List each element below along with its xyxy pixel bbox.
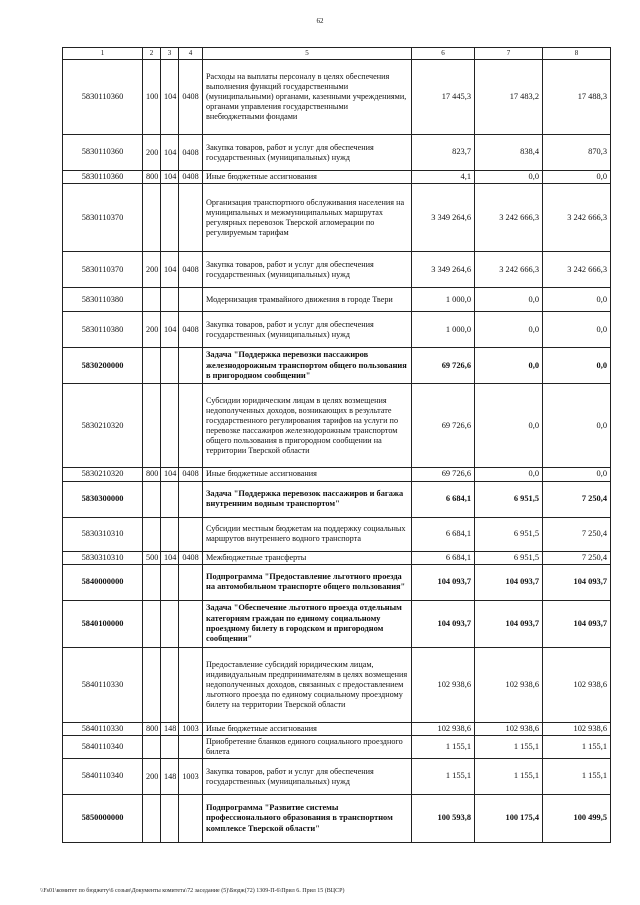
row-code-cell: 5840100000 bbox=[63, 600, 143, 647]
row-description-cell: Иные бюджетные ассигнования bbox=[203, 468, 412, 481]
row-description-cell: Иные бюджетные ассигнования bbox=[203, 722, 412, 735]
row-value-2021-cell: 102 938,6 bbox=[543, 647, 611, 722]
row-section-cell bbox=[143, 288, 161, 312]
row-value-2020-cell: 102 938,6 bbox=[475, 722, 543, 735]
row-ministry-cell: 104 bbox=[161, 312, 179, 348]
row-section-cell: 200 bbox=[143, 252, 161, 288]
column-header: 4 bbox=[179, 48, 203, 60]
column-header: 1 bbox=[63, 48, 143, 60]
row-subsection-cell bbox=[179, 600, 203, 647]
row-description-cell: Закупка товаров, работ и услуг для обеспечения государственных (муниципальных) нужд bbox=[203, 135, 412, 171]
row-value-2019-cell: 104 093,7 bbox=[412, 564, 475, 600]
row-ministry-cell bbox=[161, 564, 179, 600]
table-row bbox=[63, 564, 611, 600]
row-value-2019-cell: 17 445,3 bbox=[412, 60, 475, 135]
row-code-cell: 5840000000 bbox=[63, 564, 143, 600]
table-row bbox=[63, 722, 611, 735]
row-subsection-cell: 0408 bbox=[179, 171, 203, 184]
table-row bbox=[63, 759, 611, 795]
row-value-2021-cell: 0,0 bbox=[543, 384, 611, 468]
table-row bbox=[63, 481, 611, 517]
row-value-2020-cell: 0,0 bbox=[475, 348, 543, 384]
column-header: 3 bbox=[161, 48, 179, 60]
row-value-2019-cell: 102 938,6 bbox=[412, 647, 475, 722]
row-section-cell: 200 bbox=[143, 135, 161, 171]
row-ministry-cell: 104 bbox=[161, 60, 179, 135]
row-section-cell: 200 bbox=[143, 759, 161, 795]
row-value-2019-cell: 823,7 bbox=[412, 135, 475, 171]
row-description-cell: Модернизация трамвайного движения в городе Твери bbox=[203, 288, 412, 312]
row-value-2019-cell: 1 155,1 bbox=[412, 736, 475, 759]
row-ministry-cell bbox=[161, 600, 179, 647]
row-value-2021-cell: 104 093,7 bbox=[543, 564, 611, 600]
row-subsection-cell: 0408 bbox=[179, 135, 203, 171]
row-value-2020-cell: 0,0 bbox=[475, 171, 543, 184]
file-path-footer: \\Fs01\комитет по бюджету\6 созыв\Документы комитета\72 заседание (5)\Бюдж(72) 1309-П-6\Прил 6. Прил 15 (ВЦСР) bbox=[40, 888, 345, 894]
row-value-2021-cell: 0,0 bbox=[543, 312, 611, 348]
row-value-2020-cell: 3 242 666,3 bbox=[475, 184, 543, 252]
page-number: 62 bbox=[316, 17, 324, 25]
table-row bbox=[63, 517, 611, 551]
row-value-2020-cell: 6 951,5 bbox=[475, 481, 543, 517]
row-value-2019-cell: 69 726,6 bbox=[412, 348, 475, 384]
row-value-2019-cell: 6 684,1 bbox=[412, 517, 475, 551]
row-value-2020-cell: 6 951,5 bbox=[475, 517, 543, 551]
row-value-2019-cell: 102 938,6 bbox=[412, 722, 475, 735]
row-value-2021-cell: 0,0 bbox=[543, 171, 611, 184]
row-section-cell bbox=[143, 647, 161, 722]
row-ministry-cell: 104 bbox=[161, 171, 179, 184]
row-ministry-cell bbox=[161, 348, 179, 384]
row-value-2020-cell: 100 175,4 bbox=[475, 795, 543, 843]
row-value-2021-cell: 102 938,6 bbox=[543, 722, 611, 735]
column-header: 5 bbox=[203, 48, 412, 60]
row-section-cell bbox=[143, 600, 161, 647]
row-subsection-cell bbox=[179, 517, 203, 551]
row-description-cell: Подпрограмма "Развитие системы профессионального образования в транспортном комплексе Тверской области" bbox=[203, 795, 412, 843]
row-section-cell bbox=[143, 481, 161, 517]
row-value-2021-cell: 7 250,4 bbox=[543, 481, 611, 517]
row-code-cell: 5840110330 bbox=[63, 647, 143, 722]
row-section-cell bbox=[143, 348, 161, 384]
row-code-cell: 5830110370 bbox=[63, 252, 143, 288]
row-section-cell bbox=[143, 564, 161, 600]
row-subsection-cell bbox=[179, 288, 203, 312]
row-value-2021-cell: 7 250,4 bbox=[543, 517, 611, 551]
row-description-cell: Закупка товаров, работ и услуг для обеспечения государственных (муниципальных) нужд bbox=[203, 252, 412, 288]
row-value-2021-cell: 1 155,1 bbox=[543, 759, 611, 795]
row-value-2021-cell: 0,0 bbox=[543, 348, 611, 384]
row-section-cell bbox=[143, 184, 161, 252]
row-value-2020-cell: 0,0 bbox=[475, 384, 543, 468]
row-value-2019-cell: 4,1 bbox=[412, 171, 475, 184]
row-code-cell: 5840110330 bbox=[63, 722, 143, 735]
row-value-2020-cell: 0,0 bbox=[475, 312, 543, 348]
row-description-cell: Межбюджетные трансферты bbox=[203, 551, 412, 564]
row-value-2019-cell: 100 593,8 bbox=[412, 795, 475, 843]
row-subsection-cell bbox=[179, 736, 203, 759]
row-subsection-cell bbox=[179, 795, 203, 843]
row-ministry-cell bbox=[161, 517, 179, 551]
row-subsection-cell bbox=[179, 348, 203, 384]
row-section-cell bbox=[143, 736, 161, 759]
row-description-cell: Задача "Поддержка перевозок пассажиров и багажа внутренним водным транспортом" bbox=[203, 481, 412, 517]
row-description-cell: Организация транспортного обслуживания населения на муниципальных и межмуниципальных маршрутах регулярных перевозок Тверской агломерации по регулируемым тарифам bbox=[203, 184, 412, 252]
row-code-cell: 5850000000 bbox=[63, 795, 143, 843]
row-ministry-cell: 104 bbox=[161, 551, 179, 564]
row-ministry-cell bbox=[161, 736, 179, 759]
row-code-cell: 5830310310 bbox=[63, 551, 143, 564]
row-value-2021-cell: 100 499,5 bbox=[543, 795, 611, 843]
table-row bbox=[63, 60, 611, 135]
row-description-cell: Закупка товаров, работ и услуг для обеспечения государственных (муниципальных) нужд bbox=[203, 312, 412, 348]
row-code-cell: 5830210320 bbox=[63, 468, 143, 481]
row-value-2021-cell: 0,0 bbox=[543, 468, 611, 481]
row-subsection-cell: 0408 bbox=[179, 468, 203, 481]
row-subsection-cell: 0408 bbox=[179, 312, 203, 348]
row-ministry-cell bbox=[161, 481, 179, 517]
row-section-cell: 200 bbox=[143, 312, 161, 348]
row-value-2019-cell: 3 349 264,6 bbox=[412, 184, 475, 252]
row-section-cell bbox=[143, 384, 161, 468]
row-value-2020-cell: 0,0 bbox=[475, 468, 543, 481]
row-code-cell: 5830300000 bbox=[63, 481, 143, 517]
row-value-2019-cell: 1 000,0 bbox=[412, 288, 475, 312]
row-ministry-cell: 104 bbox=[161, 468, 179, 481]
table-row bbox=[63, 384, 611, 468]
row-code-cell: 5830210320 bbox=[63, 384, 143, 468]
row-value-2020-cell: 104 093,7 bbox=[475, 600, 543, 647]
row-value-2019-cell: 69 726,6 bbox=[412, 468, 475, 481]
table-row bbox=[63, 551, 611, 564]
column-header: 2 bbox=[143, 48, 161, 60]
row-description-cell: Иные бюджетные ассигнования bbox=[203, 171, 412, 184]
row-section-cell: 100 bbox=[143, 60, 161, 135]
row-section-cell bbox=[143, 517, 161, 551]
table-row bbox=[63, 171, 611, 184]
table-row bbox=[63, 795, 611, 843]
row-ministry-cell: 104 bbox=[161, 252, 179, 288]
row-ministry-cell bbox=[161, 647, 179, 722]
table-row bbox=[63, 736, 611, 759]
row-code-cell: 5830110360 bbox=[63, 171, 143, 184]
row-value-2021-cell: 104 093,7 bbox=[543, 600, 611, 647]
row-code-cell: 5840110340 bbox=[63, 759, 143, 795]
row-subsection-cell bbox=[179, 647, 203, 722]
row-value-2019-cell: 6 684,1 bbox=[412, 551, 475, 564]
table-row bbox=[63, 184, 611, 252]
row-code-cell: 5830110370 bbox=[63, 184, 143, 252]
row-section-cell: 800 bbox=[143, 171, 161, 184]
row-value-2021-cell: 7 250,4 bbox=[543, 551, 611, 564]
row-code-cell: 5830310310 bbox=[63, 517, 143, 551]
budget-table bbox=[62, 47, 611, 843]
row-value-2020-cell: 104 093,7 bbox=[475, 564, 543, 600]
table-row bbox=[63, 348, 611, 384]
row-value-2021-cell: 1 155,1 bbox=[543, 736, 611, 759]
row-description-cell: Субсидии местным бюджетам на поддержку социальных маршрутов внутреннего водного транспорта bbox=[203, 517, 412, 551]
row-section-cell: 800 bbox=[143, 722, 161, 735]
table-row bbox=[63, 288, 611, 312]
row-value-2019-cell: 1 000,0 bbox=[412, 312, 475, 348]
row-ministry-cell: 148 bbox=[161, 759, 179, 795]
row-value-2019-cell: 1 155,1 bbox=[412, 759, 475, 795]
column-number-row bbox=[63, 48, 611, 60]
row-code-cell: 5830110360 bbox=[63, 135, 143, 171]
row-value-2019-cell: 69 726,6 bbox=[412, 384, 475, 468]
row-description-cell: Расходы на выплаты персоналу в целях обеспечения выполнения функций государственными (муниципальными) органами, казенными учреждениями, органами управления государственными внебюджетными фондами bbox=[203, 60, 412, 135]
table-row bbox=[63, 312, 611, 348]
row-value-2019-cell: 6 684,1 bbox=[412, 481, 475, 517]
row-subsection-cell: 1003 bbox=[179, 722, 203, 735]
row-value-2020-cell: 1 155,1 bbox=[475, 736, 543, 759]
row-value-2020-cell: 1 155,1 bbox=[475, 759, 543, 795]
column-header: 6 bbox=[412, 48, 475, 60]
row-value-2020-cell: 102 938,6 bbox=[475, 647, 543, 722]
row-description-cell: Предоставление субсидий юридическим лицам, индивидуальным предпринимателям в целях возмещения недополученных доходов, связанных с предоставлением льготного проезда по единому социальному проездному билету на территории Тверской области bbox=[203, 647, 412, 722]
row-ministry-cell bbox=[161, 795, 179, 843]
row-code-cell: 5830110380 bbox=[63, 312, 143, 348]
table-row bbox=[63, 647, 611, 722]
row-section-cell: 500 bbox=[143, 551, 161, 564]
row-ministry-cell bbox=[161, 288, 179, 312]
column-header: 7 bbox=[475, 48, 543, 60]
row-code-cell: 5830110380 bbox=[63, 288, 143, 312]
row-description-cell: Задача "Поддержка перевозки пассажиров железнодорожным транспортом общего пользования в пригородном сообщении" bbox=[203, 348, 412, 384]
row-value-2019-cell: 104 093,7 bbox=[412, 600, 475, 647]
row-subsection-cell: 0408 bbox=[179, 60, 203, 135]
row-ministry-cell: 148 bbox=[161, 722, 179, 735]
row-value-2021-cell: 0,0 bbox=[543, 288, 611, 312]
row-value-2020-cell: 0,0 bbox=[475, 288, 543, 312]
row-value-2020-cell: 17 483,2 bbox=[475, 60, 543, 135]
row-value-2020-cell: 6 951,5 bbox=[475, 551, 543, 564]
row-code-cell: 5830200000 bbox=[63, 348, 143, 384]
row-value-2019-cell: 3 349 264,6 bbox=[412, 252, 475, 288]
row-ministry-cell: 104 bbox=[161, 135, 179, 171]
row-value-2021-cell: 3 242 666,3 bbox=[543, 184, 611, 252]
row-subsection-cell: 1003 bbox=[179, 759, 203, 795]
row-value-2020-cell: 838,4 bbox=[475, 135, 543, 171]
row-subsection-cell bbox=[179, 384, 203, 468]
row-section-cell: 800 bbox=[143, 468, 161, 481]
row-description-cell: Задача "Обеспечение льготного проезда отдельным категориям граждан по единому социальному проездному билету в городском и пригородном сообщении" bbox=[203, 600, 412, 647]
row-code-cell: 5840110340 bbox=[63, 736, 143, 759]
table-row bbox=[63, 252, 611, 288]
row-subsection-cell bbox=[179, 564, 203, 600]
row-subsection-cell bbox=[179, 481, 203, 517]
row-section-cell bbox=[143, 795, 161, 843]
table-row bbox=[63, 135, 611, 171]
row-value-2021-cell: 870,3 bbox=[543, 135, 611, 171]
row-value-2020-cell: 3 242 666,3 bbox=[475, 252, 543, 288]
row-value-2021-cell: 3 242 666,3 bbox=[543, 252, 611, 288]
row-description-cell: Закупка товаров, работ и услуг для обеспечения государственных (муниципальных) нужд bbox=[203, 759, 412, 795]
row-subsection-cell bbox=[179, 184, 203, 252]
row-subsection-cell: 0408 bbox=[179, 551, 203, 564]
row-description-cell: Подпрограмма "Предоставление льготного проезда на автомобильном транспорте общего пользования" bbox=[203, 564, 412, 600]
row-ministry-cell bbox=[161, 384, 179, 468]
row-ministry-cell bbox=[161, 184, 179, 252]
table-row bbox=[63, 600, 611, 647]
row-subsection-cell: 0408 bbox=[179, 252, 203, 288]
row-code-cell: 5830110360 bbox=[63, 60, 143, 135]
column-header: 8 bbox=[543, 48, 611, 60]
row-description-cell: Приобретение бланков единого социального проездного билета bbox=[203, 736, 412, 759]
table-row bbox=[63, 468, 611, 481]
row-value-2021-cell: 17 488,3 bbox=[543, 60, 611, 135]
row-description-cell: Субсидии юридическим лицам в целях возмещения недополученных доходов, возникающих в результате государственного регулирования тарифов на услуги по перевозке пассажиров железнодорожным транспортом общего пользования в пригородном сообщении на территории Тверской области bbox=[203, 384, 412, 468]
